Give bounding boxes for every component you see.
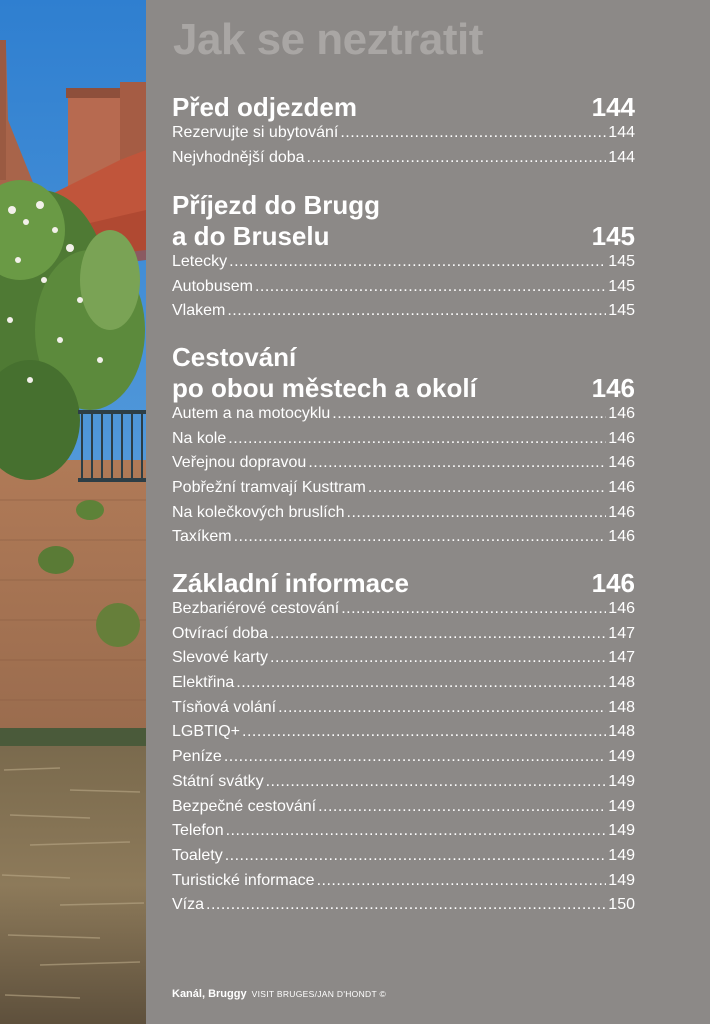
section-pred-odjezdem [172,92,635,173]
toc-entry-label: Rezervujte si ubytování [172,124,339,141]
toc-entry-label: Telefon [172,822,224,840]
toc-entry[interactable] [172,822,635,847]
toc-entry[interactable] [172,149,635,174]
toc-entry-page: 145 [608,302,635,320]
toc-entry[interactable] [172,674,635,699]
toc-entry[interactable] [172,748,635,773]
toc-entry[interactable] [172,798,635,823]
toc-entry-page: 149 [608,772,635,790]
toc-entry-label: Slevové karty [172,649,269,667]
section-title-line: Cestování [172,342,297,372]
toc-entry-label: Bezbariérové cestování [172,600,340,617]
toc-entry-label: Nejvhodnější doba [172,148,305,166]
toc-entry-label: Vlakem [172,302,226,320]
toc-entry-page: 144 [608,124,635,141]
toc-entry-label: Autem a na motocyklu [172,405,331,422]
toc-entry[interactable] [172,847,635,872]
toc-entry-label: Na kolečkových bruslích [172,503,345,521]
toc-entry[interactable] [172,625,635,650]
toc-entry-label: Tísňová volání [172,698,277,716]
toc-entry-label: Taxíkem [172,528,232,546]
toc-entry[interactable] [172,649,635,674]
dot-leader [347,504,607,522]
toc-entry-label: Otvírací doba [172,624,269,642]
contents-panel [146,0,710,1024]
section-heading[interactable] [172,190,635,252]
toc-entry-page: 150 [608,896,635,914]
section-cestovani [172,342,635,553]
toc-entry-page: 147 [608,649,635,667]
toc-entry[interactable] [172,896,635,921]
toc-entry[interactable] [172,454,635,479]
toc-entry[interactable] [172,723,635,748]
toc-entry-page: 146 [608,479,635,497]
dot-leader [255,278,606,296]
toc-entry[interactable] [172,278,635,303]
toc-entry-page: 148 [608,698,635,716]
toc-entry-page: 144 [608,148,635,166]
section-heading[interactable] [172,568,635,599]
toc-entry-page: 149 [608,846,635,864]
toc-entry[interactable] [172,600,635,625]
toc-entry-page: 149 [608,871,635,889]
section-items [172,405,635,553]
section-items [172,253,635,327]
toc-entry[interactable] [172,302,635,327]
photo-caption [172,988,386,1000]
dot-leader [270,649,606,667]
section-page-number: 145 [591,221,635,251]
dot-leader [266,773,607,791]
section-title-line: po obou městech a okolí [172,373,477,403]
toc-entry-page: 146 [608,600,635,617]
toc-entry-page: 149 [608,822,635,840]
toc-entry-page: 146 [608,405,635,422]
page-title: Jak se neztratit [173,15,483,64]
toc-entry-page: 147 [608,624,635,642]
photo-credit: VISIT BRUGES/JAN D'HONDT © [251,989,387,999]
section-prijezd [172,190,635,327]
toc-entry[interactable] [172,528,635,553]
toc-entry[interactable] [172,405,635,430]
canal-photo-illustration [0,0,146,1024]
dot-leader [278,699,606,717]
section-page-number: 146 [591,373,635,403]
toc-entry-label: Turistické informace [172,871,315,889]
toc-entry[interactable] [172,699,635,724]
toc-entry-page: 146 [608,429,635,447]
dot-leader [224,748,606,766]
section-title-line: Před odjezdem [172,92,357,122]
dot-leader [318,798,606,816]
dot-leader [317,872,607,890]
toc-entry-label: Toalety [172,846,223,864]
toc-entry-page: 149 [608,797,635,815]
toc-entry-label: Bezpečné cestování [172,797,317,815]
toc-entry[interactable] [172,430,635,455]
toc-entry-page: 148 [608,723,635,741]
toc-entry-label: LGBTIQ+ [172,723,241,741]
dot-leader [228,430,606,448]
dot-leader [332,405,606,423]
toc-entry-label: Letecky [172,253,228,270]
toc-entry-label: Víza [172,896,205,914]
toc-entry-page: 146 [608,503,635,521]
toc-entry-page: 146 [608,454,635,472]
toc-entry-page: 148 [608,674,635,692]
toc-entry-page: 145 [608,277,635,295]
dot-leader [368,479,606,497]
toc-entry-label: Elektřina [172,674,235,692]
dot-leader [236,674,606,692]
section-page-number: 146 [591,568,635,598]
toc-entry[interactable] [172,124,635,149]
toc-entry-label: Na kole [172,429,227,447]
dot-leader [308,454,606,472]
toc-entry-label: Autobusem [172,277,253,295]
toc-entry-page: 146 [608,528,635,546]
section-items [172,600,635,921]
dot-leader [340,124,606,142]
section-title-line: Příjezd do Brugg [172,190,380,220]
toc-entry[interactable] [172,872,635,897]
toc-entry-page: 149 [608,748,635,766]
toc-entry-label: Peníze [172,748,222,766]
section-heading[interactable] [172,342,635,404]
dot-leader [225,847,607,865]
toc-entry[interactable] [172,504,635,529]
toc-entry-label: Státní svátky [172,772,264,790]
dot-leader [226,822,607,840]
dot-leader [341,600,606,618]
dot-leader [234,528,607,546]
section-page-number: 144 [591,92,635,122]
section-title-line: a do Bruselu [172,221,330,251]
canal-photo [0,0,146,1024]
dot-leader [227,302,606,320]
toc-entry[interactable] [172,253,635,278]
toc-entry-page: 145 [608,253,635,270]
toc-entry[interactable] [172,773,635,798]
dot-leader [206,896,606,914]
section-items [172,124,635,173]
caption-title: Kanál, Bruggy [172,988,247,1000]
toc-entry-label: Veřejnou dopravou [172,454,307,472]
section-heading[interactable] [172,92,635,123]
dot-leader [229,253,606,271]
dot-leader [307,149,607,167]
toc-entry-label: Pobřežní tramvají Kusttram [172,479,366,497]
toc-entry[interactable] [172,479,635,504]
dot-leader [242,723,606,741]
dot-leader [270,625,606,643]
section-title-line: Základní informace [172,568,409,598]
section-zakladni-informace [172,568,635,921]
